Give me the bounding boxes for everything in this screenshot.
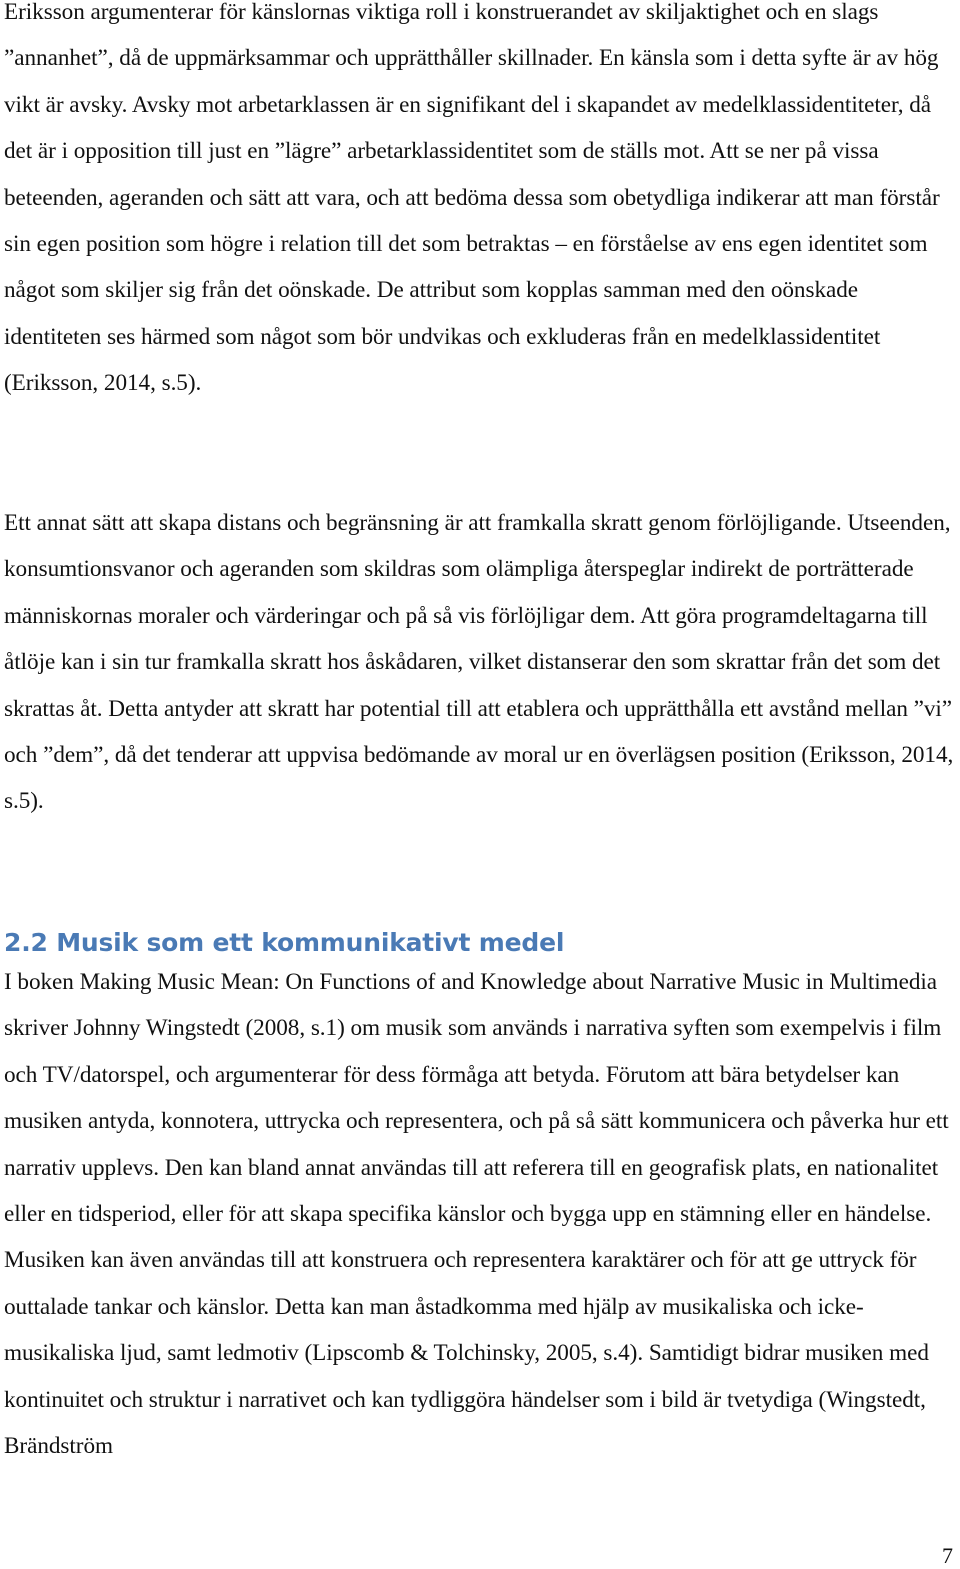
page-number: 7 — [942, 1543, 953, 1568]
body-paragraph-2: Ett annat sätt att skapa distans och begränsning är att framkalla skratt genom förlöjligande. Utseenden, konsumtionsvanor och ageranden som skildras som olämpliga återspeglar indirekt de porträtterade människornas moraler och värderingar och på så vis förlöjligar dem. Att göra programdeltagarna till åtlöje kan i sin tur framkalla skratt hos åskådaren, vilket distanserar den som skrattar från det som det skrattas åt. Detta antyder att skratt har potential till att etablera och upprätthålla ett avstånd mellan ”vi” och ”dem”, då det tenderar att uppvisa bedömande av moral ur en överlägsen position (Eriksson, 2014, s.5). — [4, 510, 954, 815]
body-paragraph-3: I boken Making Music Mean: On Functions of and Knowledge about Narrative Music in Multimedia skriver Johnny Wingstedt (2008, s.1) om musik som används i narrativa syften som exempelvis i film och TV/datorspel, och argumenterar för dess förmåga att betyda. Förutom att bära betydelser kan musiken antyda, konnotera, uttrycka och representera, och på så sätt kommunicera och påverka hur ett narrativ upplevs. Den kan bland annat användas till att referera till en geografisk plats, en nationalitet eller en tidsperiod, eller för att skapa specifika känslor och bygga upp en stämning eller en händelse. Musiken kan även användas till att konstruera och representera karaktärer och för att ge uttryck för outtalade tankar och känslor. Detta kan man åstadkomma med hjälp av musikaliska och icke-musikaliska ljud, samt ledmotiv (Lipscomb & Tolchinsky, 2005, s.4). Samtidigt bidrar musiken med kontinuitet och struktur i narrativet och kan tydliggöra händelser som i bild är tvetydiga (Wingstedt, Brändström — [4, 969, 949, 1460]
section-heading: 2.2 Musik som ett kommunikativt medel — [4, 928, 565, 957]
body-paragraph-1: Eriksson argumenterar för känslornas viktiga roll i konstruerandet av skiljaktighet och en slags ”annanhet”, då de uppmärksammar och upprätthåller skillnader. En känsla som i detta syfte är av hög vikt är avsky. Avsky mot arbetarklassen är en signifikant del i skapandet av medelklassidentiteter, då det är i opposition till just en ”lägre” arbetarklassidentitet som de ställs mot. Att se ner på vissa beteenden, ageranden och sätt att vara, och att bedöma dessa som obetydliga indikerar att man förstår sin egen position som högre i relation till det som betraktas – en förståelse av ens egen identitet som något som skiljer sig från det oönskade. De attribut som kopplas samman med den oönskade identiteten ses härmed som något som bör undvikas och exkluderas från en medelklassidentitet (Eriksson, 2014, s.5). — [4, 0, 940, 397]
